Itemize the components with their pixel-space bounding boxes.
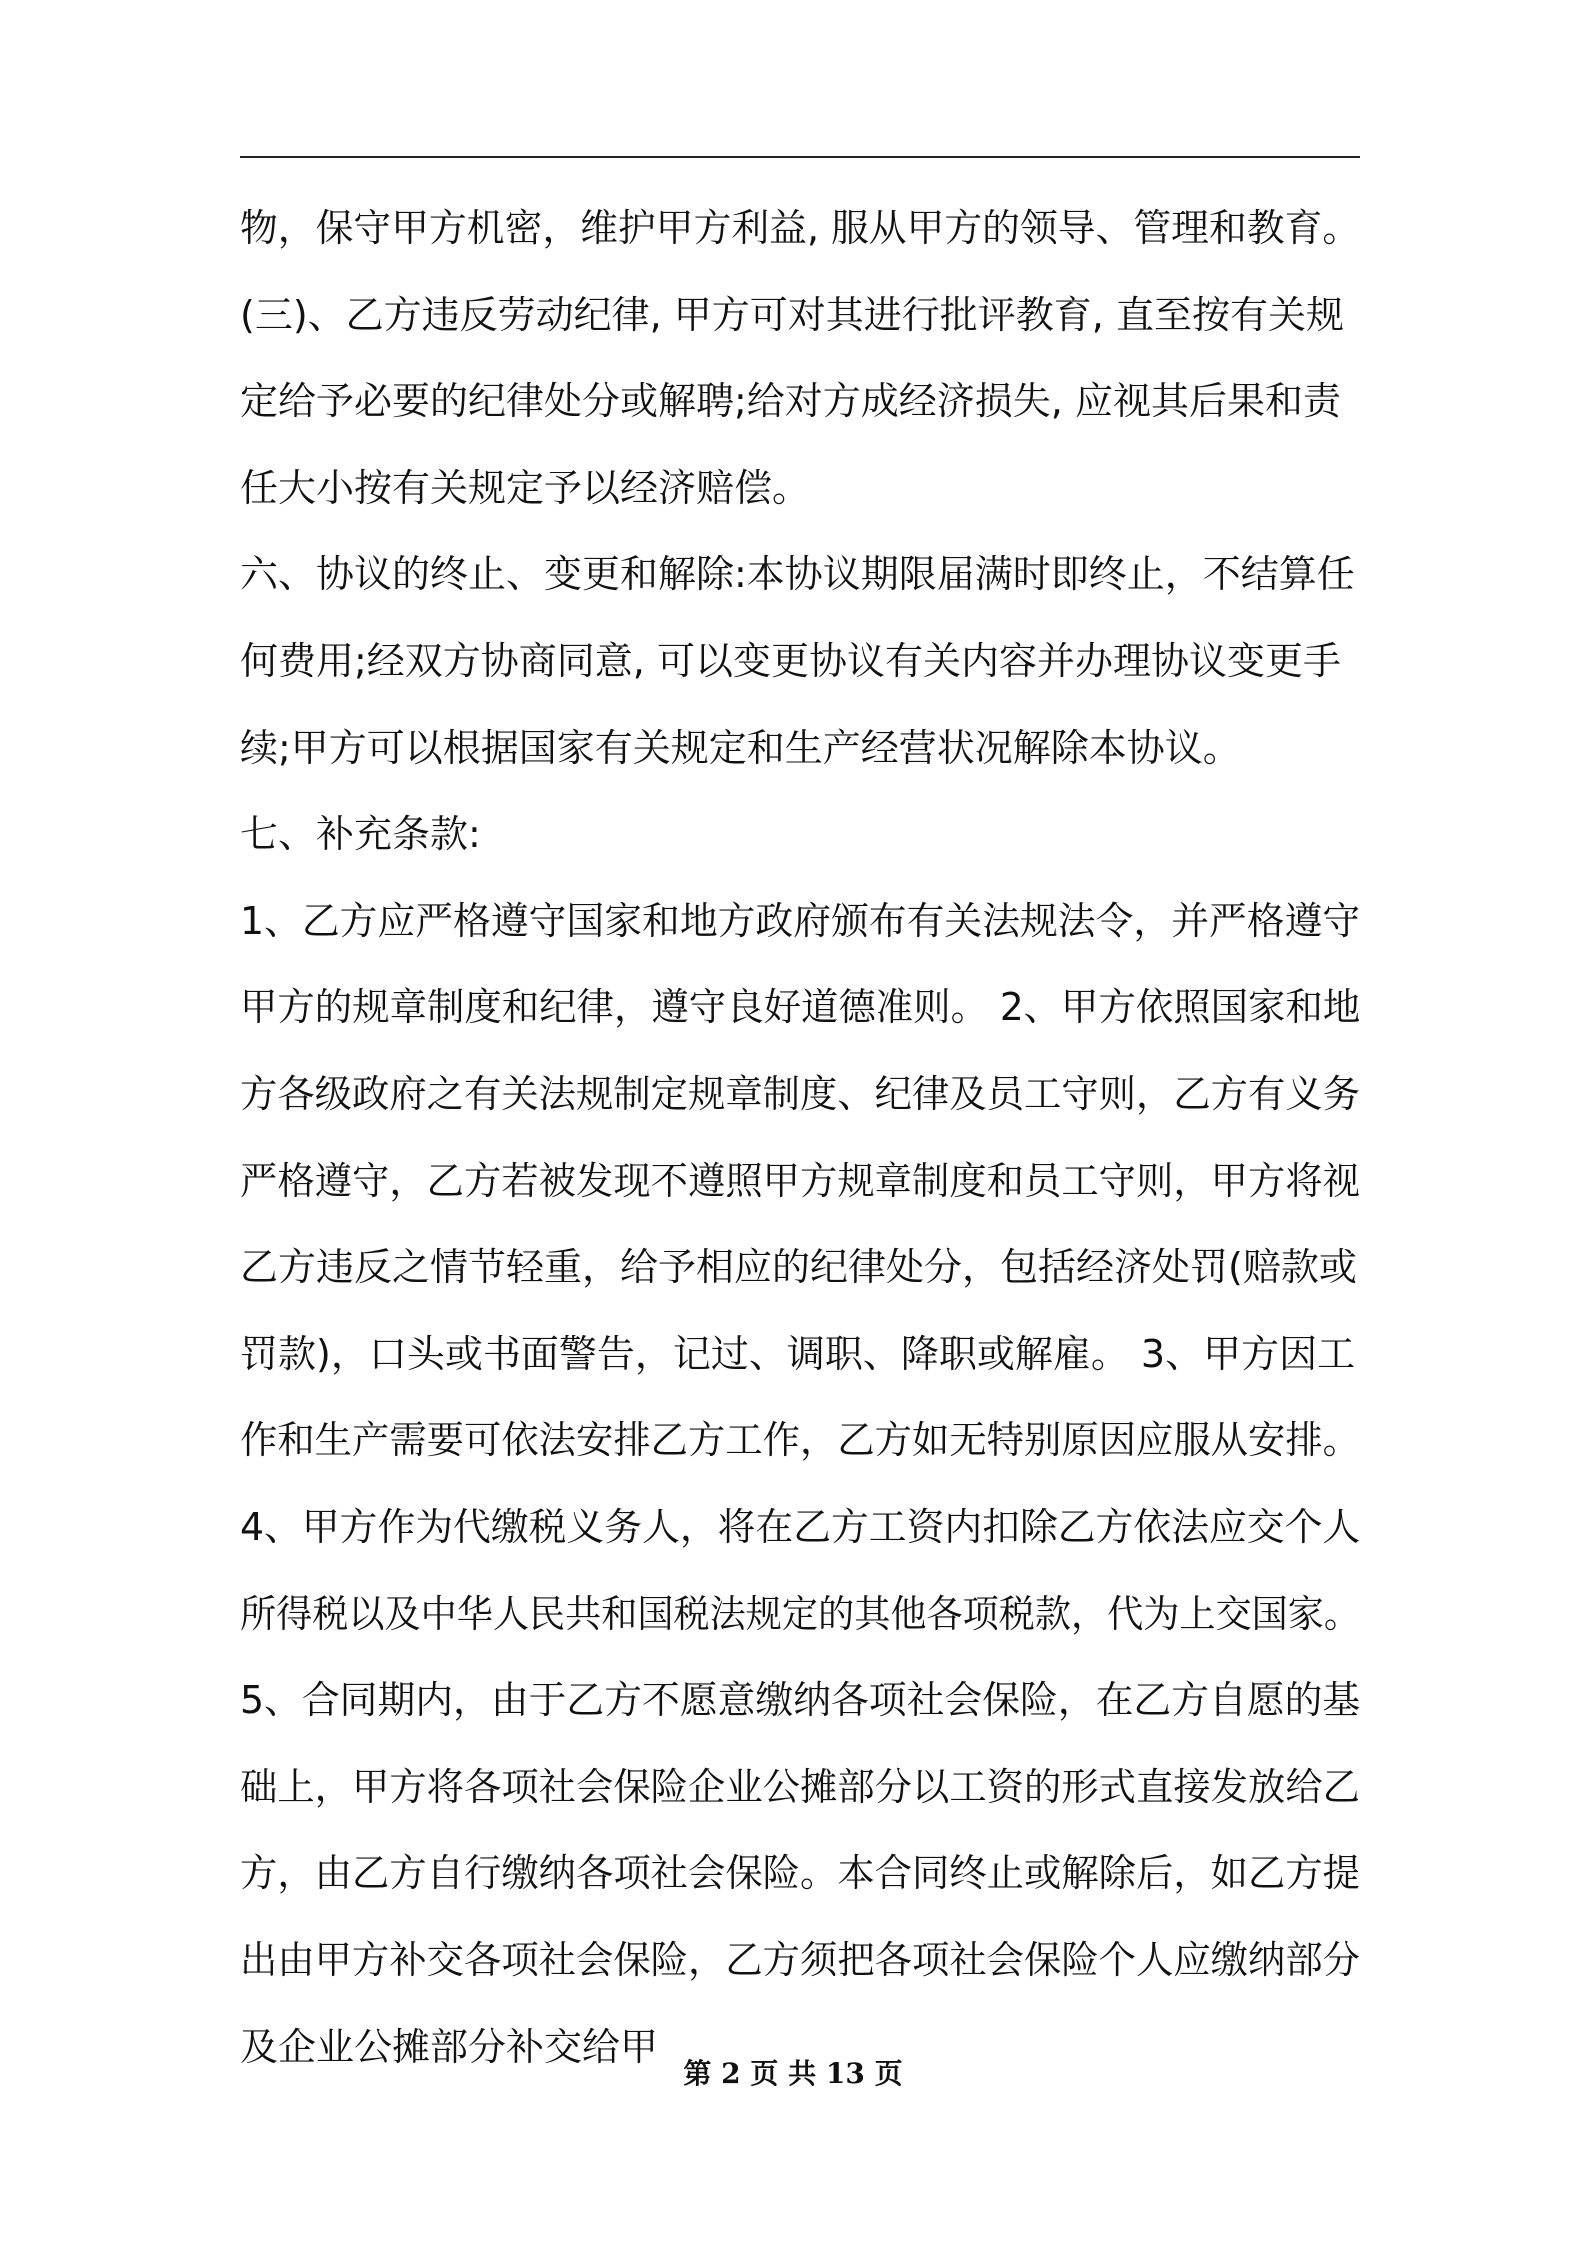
text-line: 七、补充条款:	[240, 812, 481, 856]
text-line: 物，保守甲方机密，维护甲方利益, 服从甲方的领导、管理和教育。	[240, 206, 1361, 250]
text-line: 所得税以及中华人民共和国税法规定的其他各项税款，代为上交国家。	[240, 1592, 1361, 1636]
text-line: 罚款)，口头或书面警告，记过、调职、降职或解雇。 3、甲方因工	[240, 1332, 1356, 1376]
text-line: 出由甲方补交各项社会保险，乙方须把各项社会保险个人应缴纳部分	[240, 1938, 1361, 1982]
text-line: 任大小按有关规定予以经济赔偿。	[240, 466, 811, 510]
text-line: (三)、乙方违反劳动纪律, 甲方可对其进行批评教育, 直至按有关规	[240, 293, 1344, 337]
text-line: 方各级政府之有关法规制定规章制度、纪律及员工守则，乙方有义务	[240, 1072, 1361, 1116]
text-line: 乙方违反之情节轻重，给予相应的纪律处分，包括经济处罚(赔款或	[240, 1245, 1357, 1289]
text-line: 作和生产需要可依法安排乙方工作，乙方如无特别原因应服从安排。	[240, 1418, 1361, 1462]
text-line: 5、合同期内，由于乙方不愿意缴纳各项社会保险，在乙方自愿的基	[240, 1678, 1361, 1722]
text-line: 六、协议的终止、变更和解除:本协议期限届满时即终止，不结算任	[240, 552, 1355, 596]
text-line: 4、甲方作为代缴税义务人，将在乙方工资内扣除乙方依法应交个人	[240, 1505, 1361, 1549]
text-line: 何费用;经双方协商同意, 可以变更协议有关内容并办理协议变更手	[240, 639, 1341, 683]
text-line: 方，由乙方自行缴纳各项社会保险。本合同终止或解除后，如乙方提	[240, 1851, 1361, 1895]
text-line: 续;甲方可以根据国家有关规定和生产经营状况解除本协议。	[240, 726, 1241, 770]
header-rule	[240, 156, 1360, 158]
text-line: 础上，甲方将各项社会保险企业公摊部分以工资的形式直接发放给乙	[240, 1765, 1361, 1809]
text-line: 甲方的规章制度和纪律，遵守良好道德准则。 2、甲方依照国家和地	[240, 985, 1361, 1029]
page-number-footer: 第 2 页 共 13 页	[683, 2057, 903, 2090]
text-line: 严格遵守，乙方若被发现不遵照甲方规章制度和员工守则，甲方将视	[240, 1159, 1361, 1203]
text-line: 定给予必要的纪律处分或解聘;给对方成经济损失, 应视其后果和责	[240, 379, 1341, 423]
text-line: 1、乙方应严格遵守国家和地方政府颁布有关法规法令，并严格遵守	[240, 899, 1361, 943]
text-line: 及企业公摊部分补交给甲	[240, 2025, 659, 2069]
